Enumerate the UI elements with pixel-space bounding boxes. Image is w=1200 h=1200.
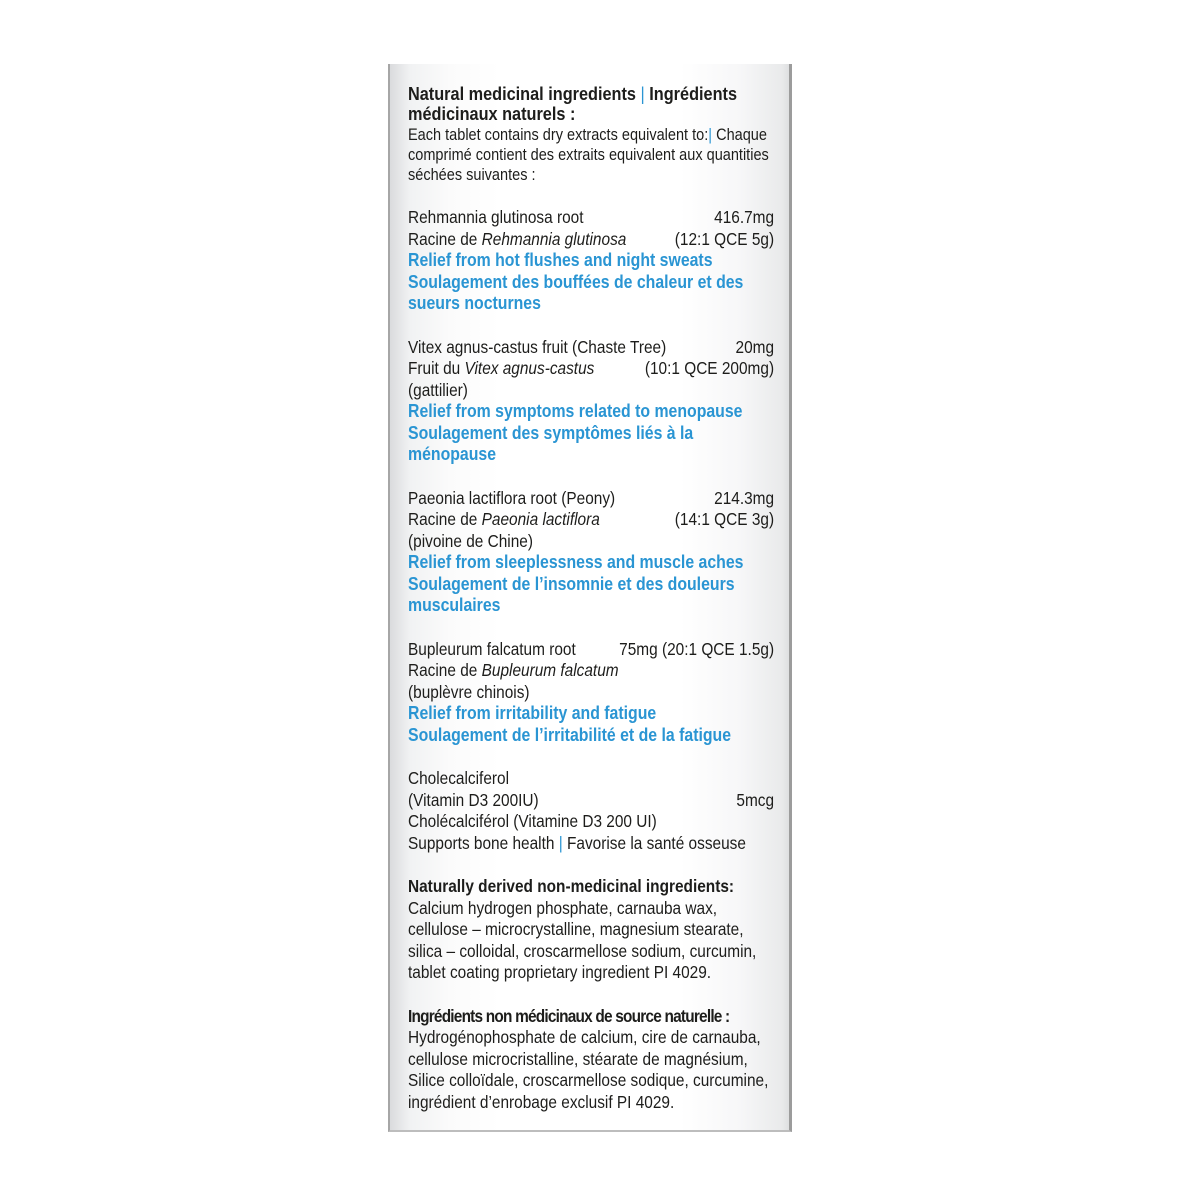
ingredient-amount: 214.3mg [714, 487, 775, 508]
ingredient-name-row [408, 337, 774, 359]
ingredient-ratio: (14:1 QCE 3g) [674, 509, 775, 529]
non-medicinal-fr-title: Ingrédients non médicinaux de source naturelle : [408, 1005, 730, 1026]
ingredient-name-fr-row [408, 229, 774, 251]
intro-en: Each tablet contains dry extracts equivalent to: [408, 126, 709, 144]
heading-fr: Ingrédients médicinaux naturels : [408, 83, 738, 124]
non-medicinal-fr-text: Hydrogénophosphate de calcium, cire de carnauba, cellulose microcristalline, stéarate de magnésium, Silice colloïdale, croscarmellose sodique, curcumine, ingrédient d’enrobage exclusif PI 4029. [408, 1027, 769, 1112]
claim-en: Relief from sleeplessness and muscle aches [408, 552, 744, 572]
ingredient-amount: 75mg (20:1 QCE 1.5g) [619, 638, 775, 659]
non-medicinal-en-text: Calcium hydrogen phosphate, carnauba wax, cellulose – microcrystalline, magnesium stearate, silica – colloidal, croscarmellose sodium, curcumin, tablet coating proprietary ingredient PI 4029. [408, 897, 757, 982]
claim-fr: Soulagement de l’irritabilité et de la fatigue [408, 724, 732, 745]
vitamin-name-fr: Cholécalciférol (Vitamine D3 200 UI) [408, 811, 657, 831]
name-fr-prefix: Fruit du [408, 358, 461, 378]
non-medicinal-fr [408, 1006, 774, 1114]
name-fr-common: (gattilier) [408, 379, 468, 400]
ingredient-name-en: Rehmannia glutinosa root [408, 207, 584, 227]
separator: | [558, 832, 563, 853]
name-fr-latin: Vitex agnus-castus [464, 358, 595, 378]
ingredient-vitamin-d3 [408, 768, 774, 854]
vitamin-amount: 5mcg [736, 789, 775, 810]
ingredient-name-row [408, 207, 774, 229]
name-fr-common: (pivoine de Chine) [408, 530, 533, 551]
ingredient-name-fr [408, 229, 626, 251]
ingredient-paeonia [408, 488, 774, 617]
ingredients-label [408, 84, 774, 1113]
claim-en: Relief from irritability and fatigue [408, 703, 657, 723]
ingredient-amount: 416.7mg [714, 207, 775, 227]
vitamin-claim-fr: Favorise la santé osseuse [567, 832, 746, 853]
name-fr-prefix: Racine de [408, 228, 478, 249]
ingredient-bupleurum [408, 639, 774, 747]
ingredient-name-row [408, 639, 774, 661]
name-fr-latin: Bupleurum falcatum [481, 660, 619, 680]
heading-en: Natural medicinal ingredients [408, 83, 636, 104]
ingredient-vitex [408, 337, 774, 466]
vitamin-row [408, 790, 774, 812]
vitamin-name: Cholecalciferol [408, 768, 510, 788]
name-fr-prefix: Racine de [408, 660, 478, 680]
ingredient-name-en: Paeonia lactiflora root (Peony) [408, 487, 616, 508]
non-medicinal-en [408, 876, 774, 984]
ingredient-name-fr-row [408, 358, 774, 380]
ingredient-name-en: Bupleurum falcatum root [408, 638, 576, 659]
claim-fr: Soulagement de l’insomnie et des douleurs musculaires [408, 573, 735, 615]
intro-fr: Chaque comprimé contient des extraits equivalent aux quantities séchées suivantes : [408, 126, 769, 184]
name-fr-latin: Rehmannia glutinosa [481, 228, 627, 249]
ingredient-name-fr-row [408, 509, 774, 531]
vitamin-claim [408, 833, 774, 855]
ingredient-ratio: (10:1 QCE 200mg) [644, 358, 775, 378]
ingredient-name-fr [408, 358, 594, 380]
ingredient-amount: 20mg [735, 336, 775, 357]
ingredient-ratio: (12:1 QCE 5g) [674, 228, 775, 249]
ingredient-name-fr [408, 509, 600, 531]
vitamin-iu: (Vitamin D3 200IU) [408, 789, 539, 810]
separator: | [640, 83, 645, 104]
name-fr-common: (buplèvre chinois) [408, 681, 530, 702]
ingredient-name-fr [408, 660, 774, 682]
claim-en: Relief from symptoms related to menopause [408, 401, 743, 421]
vitamin-claim-en: Supports bone health [408, 832, 555, 853]
claim-fr: Soulagement des symptômes liés à la ménopause [408, 422, 694, 464]
ingredient-name-en: Vitex agnus-castus fruit (Chaste Tree) [408, 336, 667, 357]
intro-text [408, 125, 774, 185]
non-medicinal-en-title: Naturally derived non-medicinal ingredients: [408, 876, 735, 896]
name-fr-prefix: Racine de [408, 509, 478, 529]
medicinal-heading [408, 84, 774, 124]
ingredient-rehmannia [408, 207, 774, 315]
ingredient-name-row [408, 488, 774, 510]
claim-fr: Soulagement des bouffées de chaleur et des sueurs nocturnes [408, 271, 744, 313]
separator: | [708, 126, 713, 144]
name-fr-latin: Paeonia lactiflora [481, 509, 600, 529]
claim-en: Relief from hot flushes and night sweats [408, 250, 713, 270]
